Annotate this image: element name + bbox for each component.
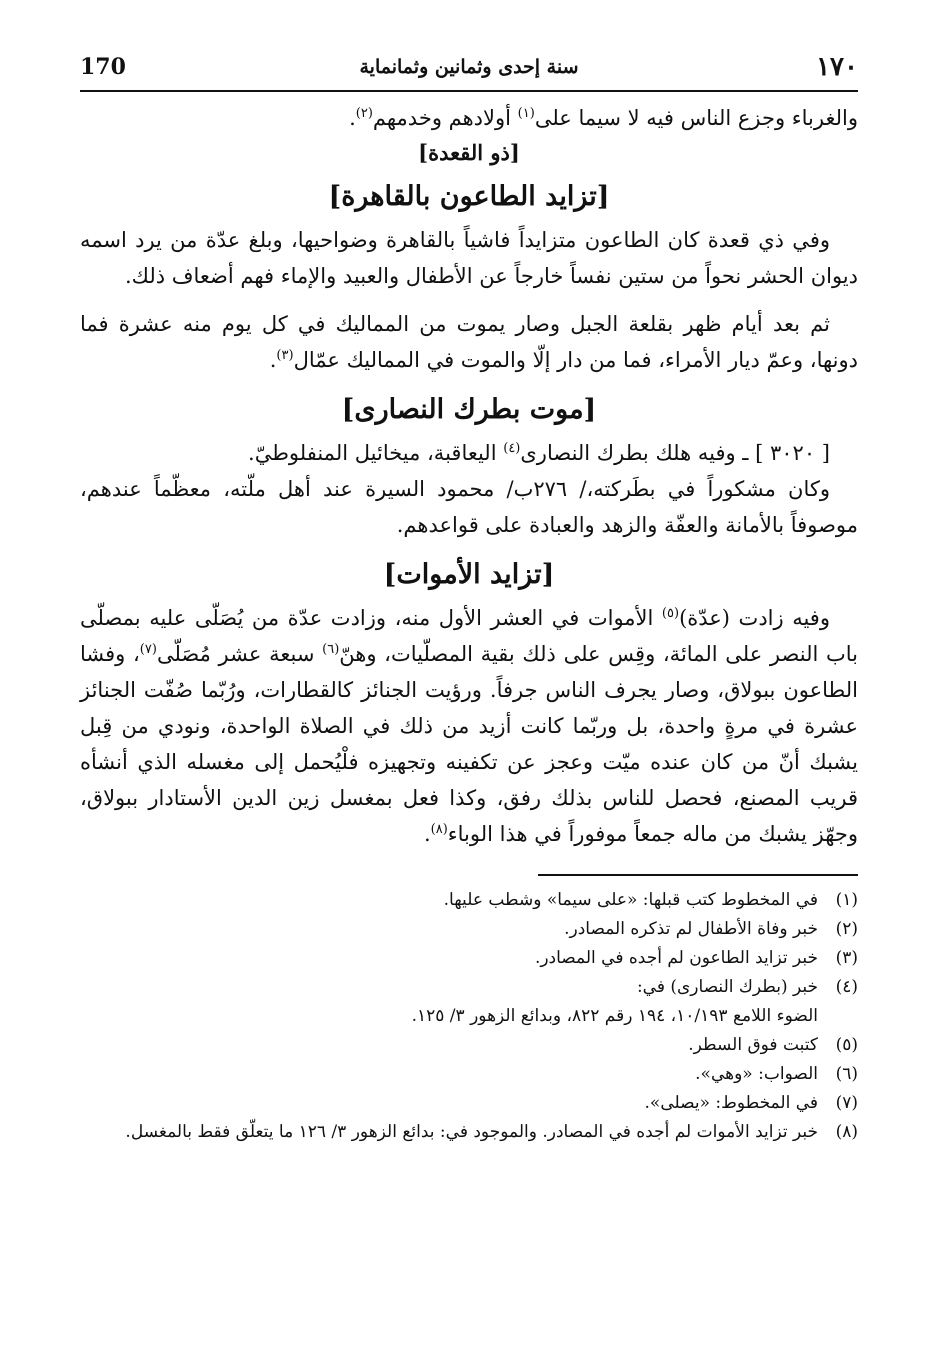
page-header (80, 48, 858, 92)
footnote-item (80, 1118, 858, 1147)
footnote-continuation: الضوء اللامع ١٠/١٩٣، ١٩٤ رقم ٨٢٢، وبدائع الزهور ٣/ ١٢٥. (411, 1006, 818, 1026)
footnote-number: (٦) (835, 1064, 858, 1084)
footnotes (80, 886, 858, 1147)
footnote-item (80, 1060, 858, 1089)
footnote-ref[interactable]: (٤) (503, 441, 521, 456)
section-heading-plague: [تزايد الطاعون بالقاهرة] (328, 181, 610, 212)
footnote-number: (٨) (835, 1122, 858, 1142)
footnote-ref[interactable]: (٥) (661, 606, 680, 621)
footnote-ref[interactable]: (٢) (355, 106, 373, 121)
footnote-ref[interactable]: (٨) (430, 822, 448, 837)
footnote-ref[interactable]: (٧) (139, 642, 157, 657)
footnote-item (80, 1031, 858, 1060)
footnote-ref[interactable]: (٦) (322, 642, 340, 657)
footnote-item (80, 944, 858, 973)
page-number-arabic: ١٧٠ (816, 52, 858, 82)
footnote-text: خبر تزايد الطاعون لم أجده في المصادر. (534, 948, 818, 968)
footnote-number: (٤) (835, 977, 858, 997)
month-label: [ذو القعدة] (418, 140, 520, 165)
footnote-text: خبر تزايد الأموات لم أجده في المصادر. والموجود في: بدائع الزهور ٣/ ١٢٦ ما يتعلّق فقط بالمغسل. (125, 1122, 818, 1142)
footnote-item (80, 915, 858, 944)
page-number-latin: 170 (80, 54, 126, 80)
footnote-text: في المخطوط كتب قبلها: «على سيما» وشطب عليها. (443, 890, 818, 910)
footnote-item (80, 886, 858, 915)
paragraph-continuation: والغرباء وجزع الناس فيه لا سيما على$^{(١)}$ أولادهم وخدمهم$^{(٢)}$. (349, 106, 858, 130)
footnote-number: (١) (835, 890, 858, 910)
footnote-text: كتبت فوق السطر. (688, 1035, 818, 1055)
running-title: سنة إحدى وثمانين وثمانماية (359, 56, 579, 78)
footnote-number: (٥) (835, 1035, 858, 1055)
footnote-text: الصواب: «وهي». (695, 1064, 818, 1084)
footnote-number: (٧) (835, 1093, 858, 1113)
footnote-text: خبر وفاة الأطفال لم تذكره المصادر. (564, 919, 818, 939)
footnote-ref[interactable]: (٣) (276, 348, 294, 363)
footnote-number: (٢) (835, 919, 858, 939)
footnote-ref[interactable]: (١) (517, 106, 535, 121)
paragraph-patriarch-entry: [ ٣٠٢٠ ] ـ وفيه هلك بطرك النصارى$^{(٤)}$ اليعاقبة، ميخائيل المنفلوطيّ. (248, 441, 830, 465)
footnote-text: في المخطوط: «يصلى». (644, 1093, 818, 1113)
section-heading-deaths: [تزايد الأموات] (383, 559, 555, 590)
footnote-separator (538, 874, 858, 876)
footnote-item (80, 973, 858, 1002)
footnote-text: خبر (بطرك النصارى) في: (636, 977, 818, 997)
footnote-number: (٣) (835, 948, 858, 968)
section-heading-patriarch: [موت بطرك النصارى] (341, 394, 597, 425)
footnote-item (80, 1089, 858, 1118)
book-page (80, 48, 858, 1147)
paragraph-deaths: وفيه زادت (عدّة)$^{(٥)}$ الأموات في العشر الأول منه، وزادت عدّة من يُصَلّى عليه بمصلّى باب النصر على المائة، وقِس على ذلك بقية المصلّيات، وهنّ$^{(٦)}$ سبعة عشر مُصَلّى$^{(٧)}$، وفشا الطاعون ببولاق، وصار يجرف الناس جرفاً. ورؤيت الجنائز كالقطارات، ورُبّما صُفّت الجنائز عشرة في مرةٍ واحدة، بل وربّما كانت أزيد من ذلك في الصلاة الواحدة، ونودي من قِبل يشبك أنّ من كان عنده ميّت وعجز عن تكفينه وتجهيزه فلْيُحمل إلى مغسله الذي أنشأه قريب المصنع، فحصل للناس بذلك رفق، وكذا فعل بمغسل زين الدين الأستادار ببولاق، وجهّز يشبك من ماله جمعاً موفوراً في هذا الوباء$^{(٨)}$. (80, 606, 859, 846)
paragraph-patriarch-description: وكان مشكوراً في بطَركته،/ ٢٧٦ب/ محمود السيرة عند أهل ملّته، معظّماً عندهم، موصوفاً بالأمانة والعفّة والزهد والعبادة على قواعدهم. (80, 477, 858, 537)
paragraph-citadel: ثم بعد أيام ظهر بقلعة الجبل وصار يموت من المماليك في كل يوم منه عشرة فما دونها، وعمّ ديار الأمراء، فما من دار إلّا والموت في المماليك عمّال$^{(٣)}$. (80, 312, 858, 372)
paragraph-plague: وفي ذي قعدة كان الطاعون متزايداً فاشياً بالقاهرة وضواحيها، وبلغ عدّة من يرد اسمه ديوان الحشر نحواً من ستين نفساً خارجاً عن الأطفال والعبيد والإماء فهم أضعاف ذلك. (80, 228, 858, 288)
